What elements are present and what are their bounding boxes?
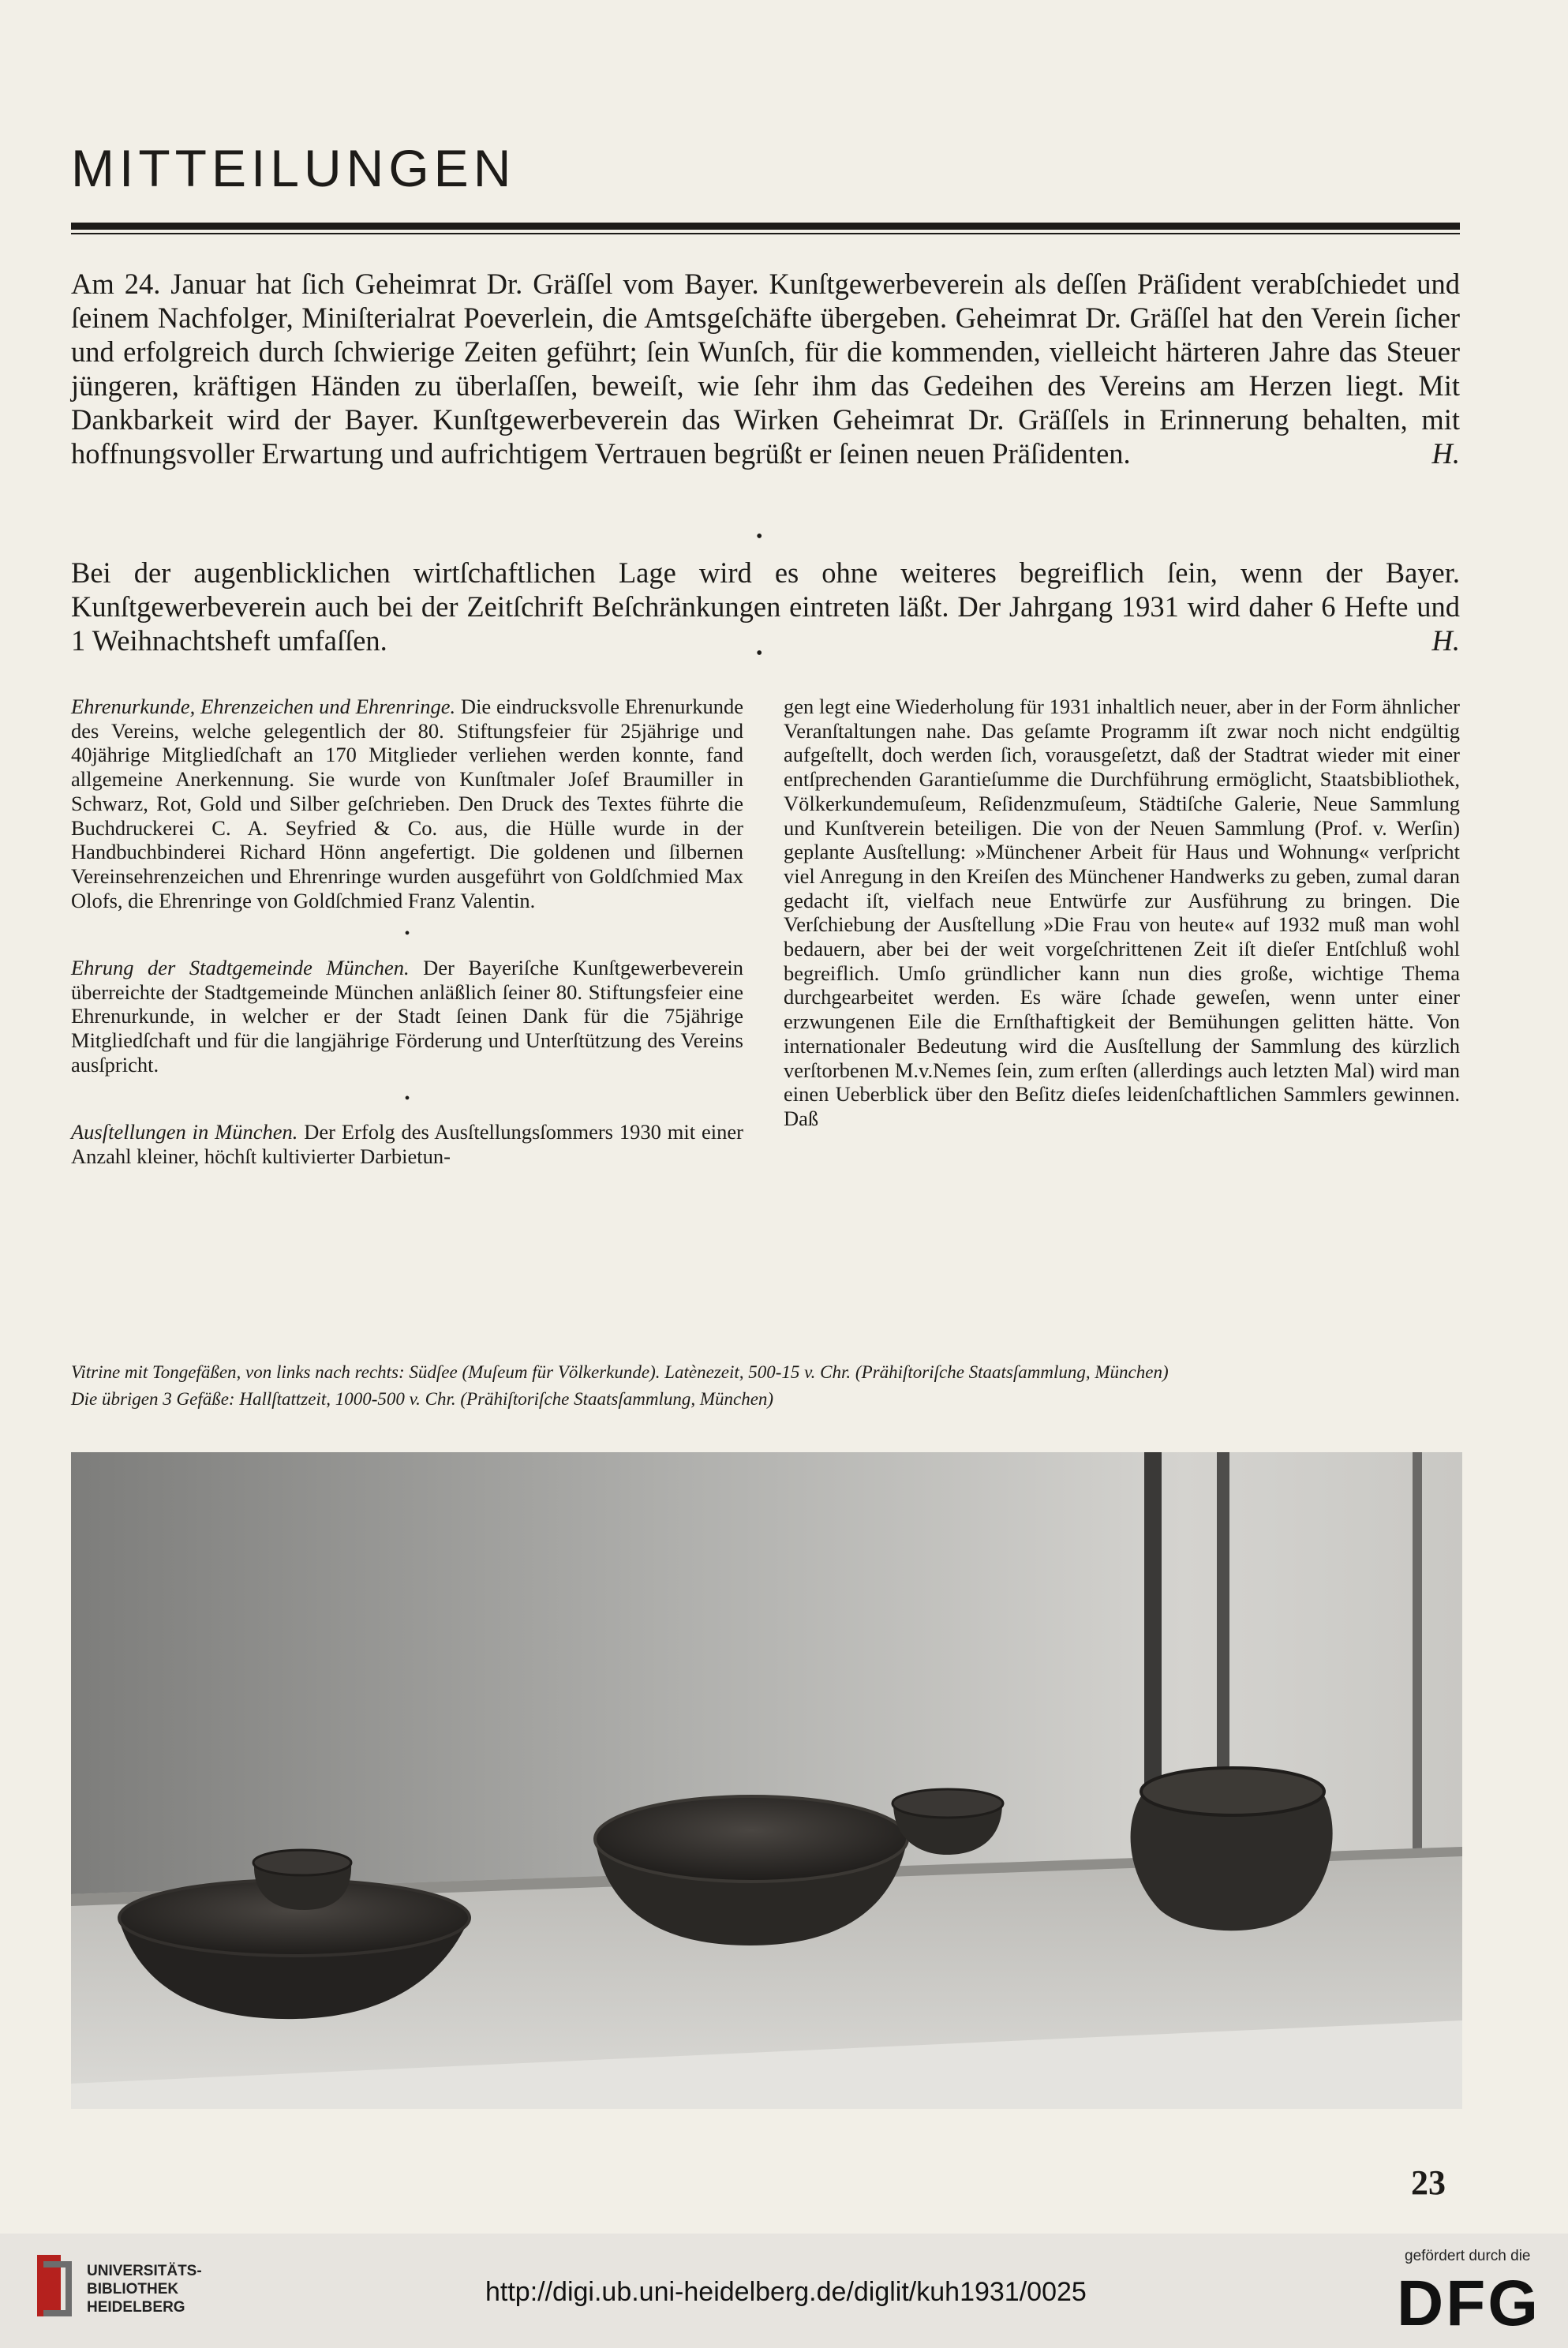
news-item-heading: Ehrung der Stadtgemeinde München. (71, 956, 410, 980)
news-item-body: Die eindrucksvolle Ehrenurkunde des Vereins, welche gelegentlich der 80. Stiftungsfeier für 25jährige und 40jährige Mitgliedſchaft an 170 Mitglieder verliehen werden konnte, fand allgemeine Anerkennung. Sie wurde von Kunſtmaler Joſef Braumiller in Schwarz, Rot, Gold und Silber geſchrieben. Den Druck des Textes führte die Buchdruckerei C. A. Seyfried & Co. aus, die Hülle wurde in der Handbuchbinderei Richard Hönn angefertigt. Die goldenen und ſilbernen Vereinsehrenzeichen und Ehrenringe wurden ausgeführt von Goldſchmied Max Olofs, die Ehrenringe von Goldſchmied Franz Valentin. (71, 695, 743, 912)
lead-paragraph-1-text: Am 24. Januar hat ſich Geheimrat Dr. Gräſſel vom Bayer. Kunſtgewerbeverein als deſſen Präſident verabſchiedet und ſeinem Nachfolger, Miniſterialrat Poeverlein, die Amtsgeſchäfte übergeben. Geheimrat Dr. Gräſſel hat den Verein ſicher und erfolgreich durch ſchwierige Zeiten geführt; ſein Wunſch, für die kommenden, vielleicht härteren Jahre das Steuer jüngeren, kräftigen Händen zu überlaſſen, beweiſt, wie ſehr ihm das Gedeihen des Vereins am Herzen liegt. Mit Dankbarkeit wird der Bayer. Kunſtgewerbeverein das Wirken Geheimrat Dr. Gräſſels in Erinnerung behalten, mit hoffnungsvoller Erwartung und aufrichtigem Vertrauen begrüßt er ſeinen neuen Präſidenten. (71, 268, 1460, 470)
photo-caption (71, 1359, 1460, 1413)
digitization-footer (0, 2234, 1568, 2348)
library-name-line: BIBLIOTHEK (87, 2281, 179, 2297)
separator-bullet: • (404, 1089, 410, 1107)
dfg-logo: DFG (1397, 2267, 1541, 2339)
separator-bullet: • (404, 925, 410, 943)
news-item-body: Der Bayeriſche Kunſtgewerbeverein überreichte der Stadtgemeinde München anläßlich ſeiner 80. Stiftungsfeier eine Ehrenurkunde, in welcher er der Stadt ſeinen Dank für die 75jährige Mitgliedſchaft und für die langjährige Förderung und Unterſtützung des Vereins ausſpricht. (71, 956, 743, 1077)
lead-paragraph-2-text: Bei der augenblicklichen wirtſchaftlichen Lage wird es ohne weiteres begreiflich ſein, wenn der Bayer. Kunſtgewerbeverein auch bei der Zeitſchrift Beſchränkungen eintreten läßt. Der Jahrgang 1931 wird daher 6 Hefte und 1 Weihnachtsheft umfaſſen. (71, 556, 1460, 657)
photo-caption-line-2: Die übrigen 3 Gefäße: Hallſtattzeit, 1000-500 v. Chr. (Prähiſtoriſche Staatsſammlung, München) (71, 1389, 774, 1409)
title-rule-thin (71, 233, 1460, 234)
news-item-heading: Ehrenurkunde, Ehrenzeichen und Ehrenringe. (71, 695, 456, 718)
library-name-line: UNIVERSITÄTS- (87, 2263, 202, 2279)
separator-bullet: • (756, 643, 763, 664)
university-library-logo-icon (36, 2253, 77, 2318)
news-item-city-honour (71, 956, 743, 1077)
lead-paragraph-2-signature: H. (1431, 624, 1460, 657)
news-item-honorary-certificate (71, 695, 743, 912)
left-column (71, 695, 743, 1169)
right-column (784, 695, 1460, 1131)
page-number: 23 (1411, 2163, 1446, 2202)
title-rule-thick (71, 223, 1460, 230)
funded-by-label: gefördert durch die (1405, 2248, 1531, 2264)
lead-paragraph-1-signature: H. (1431, 437, 1460, 470)
lead-paragraph-2 (71, 556, 1460, 657)
news-item-heading: Ausſtellungen in München. (71, 1120, 298, 1144)
lead-paragraph-1 (71, 267, 1460, 470)
news-item-exhibitions (71, 1120, 743, 1168)
hallstatt-vessel (1131, 1768, 1333, 1930)
separator-bullet: • (756, 526, 763, 547)
news-item-exhibitions-continued: gen legt eine Wiederholung für 1931 inhaltlich neuer, aber in der Form ähnlicher Veranſtaltungen nahe. Das geſamte Programm iſt zwar noch nicht endgültig aufgeſtellt, doch werden ſich, vorausgeſetzt, daß der Stadtrat wieder mit einer entſprechenden Garantieſumme die Durchführung ermöglicht, Staatsbibliothek, Völkerkundemuſeum, Reſidenzmuſeum, Städtiſche Galerie, Neue Sammlung und Kunſtverein beteiligen. Die von der Neuen Sammlung (Prof. v. Werſin) geplante Ausſtellung: »Münchener Arbeit für Haus und Wohnung« verſpricht viel Anregung in den Kreiſen des Münchener Handwerks zu geben, zumal daran gedacht iſt, vielfach neue Entwürfe zur Ausführung zu bringen. Die Verſchiebung der Ausſtellung »Die Frau von heute« auf 1932 muß man wohl bedauern, aber bei der weit vorgeſchrittenen Zeit iſt dieſer Entſchluß wohl begreiflich. Umſo gründlicher kann nun dies große, wichtige Thema durchgearbeitet werden. Es wäre ſchade geweſen, wenn unter einer erzwungenen Eile die Ernſthaftigkeit der Bemühungen gelitten hätte. Von internationaler Bedeutung wird die Ausſtellung der Sammlung des kürzlich verſtorbenen M.v.Nemes ſein, zum erſten (allerdings auch letzten Mal) wird man einen Ueberblick über den Beſitz dieſes leidenſchaftlichen Sammlers gewinnen. Daß (784, 695, 1460, 1130)
library-name-line: HEIDELBERG (87, 2299, 185, 2316)
section-title: MITTEILUNGEN (71, 139, 516, 197)
photo-caption-line-1: Vitrine mit Tongefäßen, von links nach rechts: Südſee (Muſeum für Völkerkunde). Latènezeit, 500-15 v. Chr. (Prähiſtoriſche Staatsſammlung, München) (71, 1362, 1169, 1382)
news-item-body: Der Erfolg des Ausſtellungsſommers 1930 mit einer Anzahl kleiner, höchſt kultivierter Darbietun- (71, 1120, 744, 1168)
university-library-name (87, 2262, 202, 2316)
vitrine-photograph (71, 1452, 1462, 2109)
permalink-url[interactable]: http://digi.ub.uni-heidelberg.de/diglit/kuh1931/0025 (485, 2277, 1087, 2307)
